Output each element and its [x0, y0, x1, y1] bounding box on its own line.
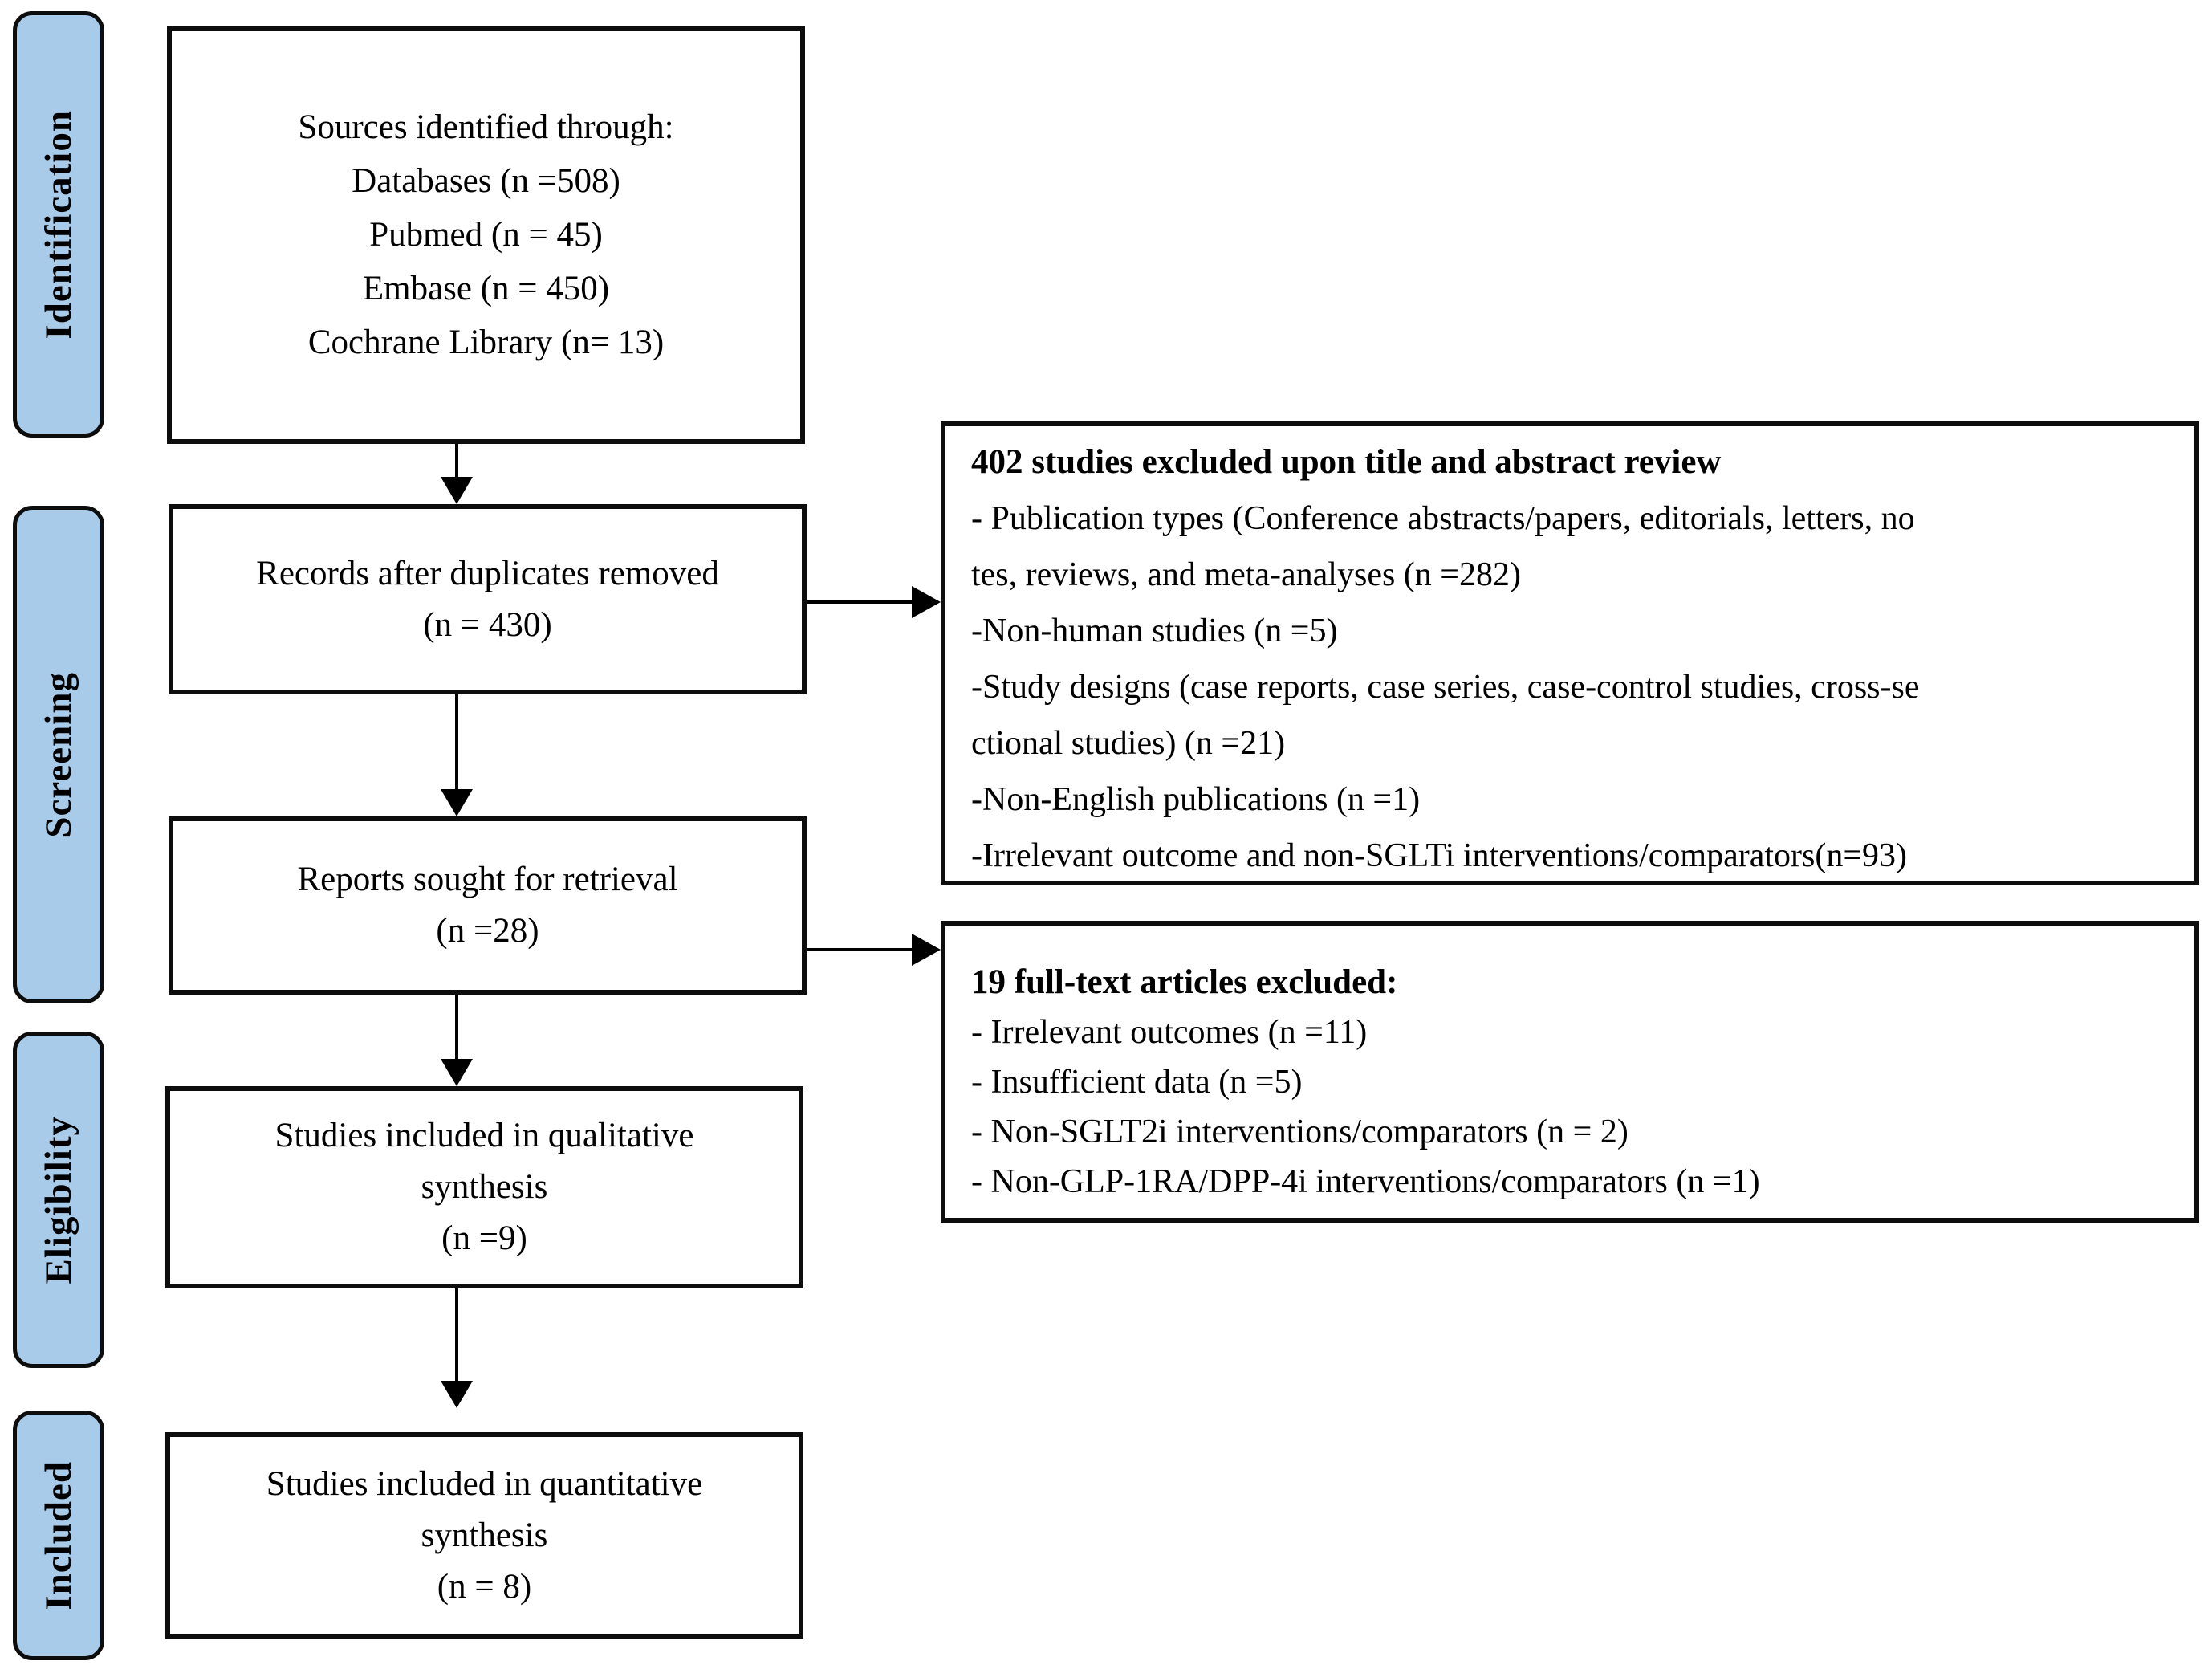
stage-included: [13, 1411, 104, 1660]
box-line: Records after duplicates removed: [256, 554, 719, 592]
sources-identified-box: [167, 26, 805, 444]
exclusion-title: 19 full-text articles excluded:: [971, 963, 1398, 1001]
stage-eligibility-label: Eligibility: [38, 1115, 79, 1284]
exclusion-line: -Non-English publications (n =1): [971, 781, 1421, 818]
fulltext-exclusions-box: [941, 921, 2199, 1223]
box-line: synthesis: [421, 1516, 548, 1554]
exclusion-line: -Non-human studies (n =5): [971, 613, 1338, 649]
qualitative-synthesis-box: [165, 1086, 803, 1288]
box-line: Pubmed (n = 45): [369, 216, 603, 254]
box-text: [298, 100, 673, 369]
box-line: (n =9): [441, 1219, 527, 1257]
exclusion-line: - Irrelevant outcomes (n =11): [971, 1014, 1368, 1051]
box-text: [256, 548, 719, 651]
stage-screening-label: Screening: [38, 671, 79, 838]
box-line: Sources identified through:: [298, 108, 674, 146]
box-line: (n = 430): [423, 605, 552, 644]
box-line: Studies included in qualitative: [274, 1117, 694, 1154]
stage-eligibility: [13, 1032, 104, 1368]
box-text: [297, 854, 677, 957]
box-line: Studies included in quantitative: [266, 1465, 703, 1503]
box-text: [266, 1459, 702, 1613]
box-line: synthesis: [421, 1168, 548, 1206]
box-line: Embase (n = 450): [362, 270, 610, 307]
box-line: Databases (n =508): [352, 162, 620, 200]
box-line: (n = 8): [437, 1568, 532, 1606]
stage-included-label: Included: [38, 1460, 79, 1610]
quantitative-synthesis-box: [165, 1432, 803, 1639]
exclusion-line: -Irrelevant outcome and non-SGLTi interventions/comparators(n=93): [971, 837, 1907, 874]
exclusion-title: 402 studies excluded upon title and abstract review: [971, 443, 1722, 481]
records-after-duplicates-box: [169, 504, 807, 694]
exclusion-line: - Insufficient data (n =5): [971, 1064, 1303, 1101]
reports-sought-box: [169, 816, 807, 995]
exclusion-line: -Study designs (case reports, case series, case-control studies, cross-se: [971, 669, 1920, 706]
exclusion-line: - Publication types (Conference abstracts/papers, editorials, letters, no: [971, 500, 1915, 537]
title-abstract-exclusions-box: [941, 421, 2199, 885]
stage-screening: [13, 506, 104, 1003]
box-text: [275, 1110, 694, 1264]
box-line: (n =28): [436, 912, 539, 950]
exclusion-line: - Non-GLP-1RA/DPP-4i interventions/comparators (n =1): [971, 1163, 1760, 1200]
stage-identification-label: Identification: [38, 109, 79, 340]
exclusion-line: ctional studies) (n =21): [971, 725, 1286, 762]
exclusion-line: - Non-SGLT2i interventions/comparators (n = 2): [971, 1113, 1629, 1150]
exclusion-line: tes, reviews, and meta-analyses (n =282): [971, 556, 1521, 593]
box-line: Cochrane Library (n= 13): [307, 324, 665, 361]
box-line: Reports sought for retrieval: [297, 861, 678, 898]
stage-identification: [13, 11, 104, 438]
